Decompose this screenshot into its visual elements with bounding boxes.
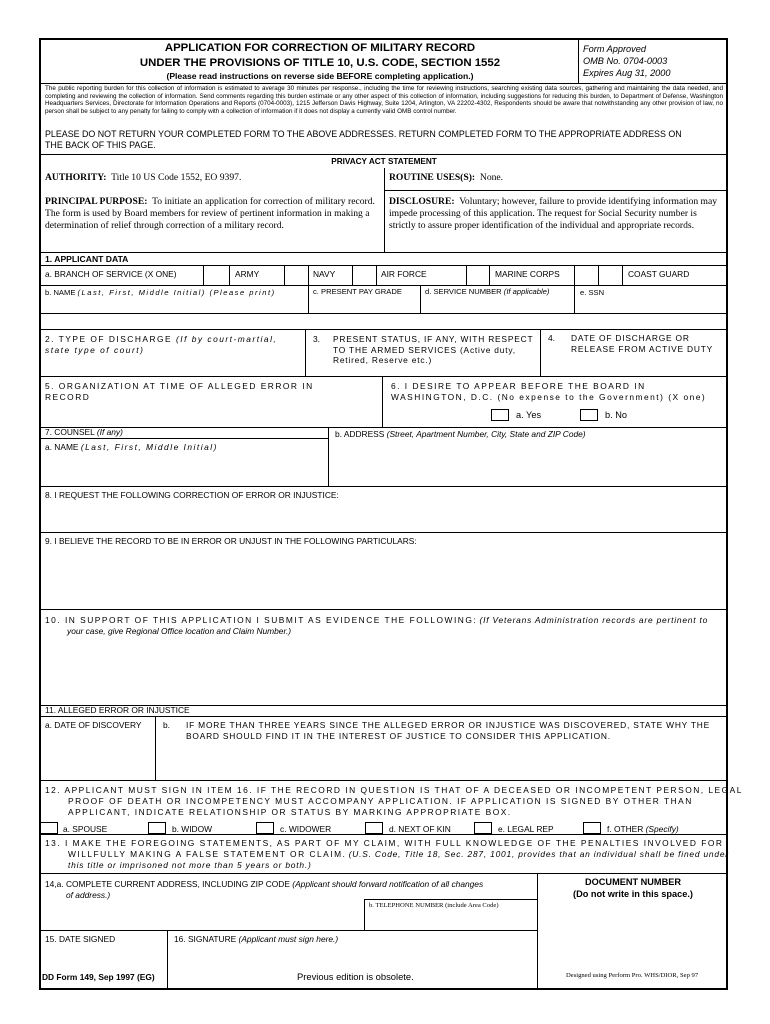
appear-yes-checkbox[interactable]: [491, 409, 509, 421]
counsel-address-label-text: b. ADDRESS: [335, 429, 385, 439]
signature-label: [174, 934, 338, 945]
omb-number-text: OMB No. 0704-0003: [583, 56, 668, 66]
disclosure-value: Voluntary; however, failure to provide identifying information may impede processing of this application. The request for Social Security number is strictly to assure proper identification of the individual and appropriate records.: [389, 196, 718, 231]
request-correction-label: 8. I REQUEST THE FOLLOWING CORRECTION OF ERROR OR INJUSTICE:: [45, 490, 339, 500]
form-number: DD Form 149, Sep 1997 (EG): [42, 972, 155, 982]
marine-corps-checkbox[interactable]: [469, 269, 488, 283]
legal-rep-checkbox[interactable]: [474, 822, 492, 834]
applicant-sign-notice-3: APPLICANT, INDICATE RELATIONSHIP OR STATUS BY MARKING APPROPRIATE BOX.: [68, 807, 512, 817]
branch-air-force: AIR FORCE: [381, 269, 427, 279]
principal-purpose-text: [45, 196, 379, 232]
service-number-label: [425, 287, 549, 296]
obsolete-notice: Previous edition is obsolete.: [297, 971, 414, 982]
organization-label: 5. ORGANIZATION AT TIME OF ALLEGED ERROR IN RECORD: [45, 381, 314, 402]
why-consider-input[interactable]: [157, 745, 726, 778]
authority-text: [45, 172, 241, 183]
date-of-discharge-number: 4.: [548, 333, 555, 343]
relationship-other: [607, 824, 679, 835]
applicant-name-input[interactable]: [42, 296, 306, 312]
routine-uses-value: None.: [479, 172, 504, 183]
counsel-address-label: [335, 429, 586, 440]
applicant-name-label-text: b. NAME: [45, 288, 76, 297]
supporting-evidence-input[interactable]: [42, 640, 726, 702]
organization-input[interactable]: [42, 402, 380, 424]
present-status-input[interactable]: [307, 364, 538, 375]
type-of-discharge-hint: (If by court-martial, state type of court): [45, 334, 278, 355]
principal-purpose-label: PRINCIPAL PURPOSE:: [45, 196, 148, 207]
branch-army: ARMY: [235, 269, 260, 279]
designed-notice: Designed using Perform Pro. WHS/DIOR, Sep 97: [566, 972, 699, 979]
applicant-name-hint: (Last, First, Middle Initial) (Please print): [77, 288, 276, 297]
alleged-error-label: 11. ALLEGED ERROR OR INJUSTICE: [45, 705, 190, 715]
current-address-hint-2: of address.): [66, 890, 111, 900]
signature-hint: (Applicant must sign here.): [238, 934, 339, 944]
branch-coast-guard: COAST GUARD: [628, 269, 690, 279]
counsel-address-hint: (Street, Apartment Number, City, State and ZIP Code): [386, 429, 586, 439]
authority-value: Title 10 US Code 1552, EO 9397.: [111, 172, 242, 183]
relationship-widower: c. WIDOWER: [280, 824, 332, 834]
branch-of-service-label: a. BRANCH OF SERVICE (X ONE): [45, 269, 177, 279]
principal-purpose-value: To initiate an application for correction of military record. The form is used by Board members for review of pertinent information in making a determination of relief through correction of a military record.: [45, 196, 375, 231]
ssn-label: e. SSN: [580, 288, 605, 297]
appear-before-board-label: 6. I DESIRE TO APPEAR BEFORE THE BOARD IN WASHINGTON, D.C. (No expense to the Government) (X one): [391, 381, 707, 402]
counsel-name-label-text: a. NAME: [45, 442, 79, 452]
applicant-sign-notice-2: PROOF OF DEATH OR INCOMPETENCY MUST ACCOMPANY APPLICATION. IF APPLICATION IS SIGNED BY OTHER THAN: [68, 796, 693, 806]
date-of-discovery-input[interactable]: [42, 736, 153, 778]
counsel-address-input[interactable]: [330, 442, 726, 484]
penalty-statement-2-text: WILLFULLY MAKING A FALSE STATEMENT OR CLAIM.: [68, 849, 347, 859]
relationship-legal-rep: e. LEGAL REP: [498, 824, 554, 834]
present-status-number: 3.: [313, 334, 320, 344]
army-checkbox[interactable]: [206, 269, 228, 283]
authority-label: AUTHORITY:: [45, 172, 107, 183]
branch-navy: NAVY: [313, 269, 336, 279]
counsel-name-input[interactable]: [42, 456, 326, 484]
penalty-statement-2-hint: (U.S. Code, Title 18, Sec. 287, 1001, provides that an individual shall be fined under: [348, 849, 729, 859]
form-title-line3: (Please read instructions on reverse side BEFORE completing application.): [166, 71, 474, 81]
appear-no-label: b. No: [605, 410, 627, 420]
header-divider: [578, 39, 579, 83]
supporting-evidence-label: [45, 615, 725, 626]
counsel-hint: (If any): [96, 427, 123, 437]
penalty-statement-3: this title or imprisoned not more than 5 years or both.): [68, 860, 312, 870]
routine-uses-label: ROUTINE USES(S):: [389, 172, 476, 183]
navy-checkbox[interactable]: [287, 269, 307, 283]
air-force-checkbox[interactable]: [355, 269, 375, 283]
expiration-text: Expires Aug 31, 2000: [583, 68, 671, 78]
counsel-name-hint: (Last, First, Middle Initial): [80, 442, 218, 452]
return-notice: PLEASE DO NOT RETURN YOUR COMPLETED FORM TO THE ABOVE ADDRESSES. RETURN COMPLETED FORM TO THE APPROPRIATE ADDRESS ON THE BACK OF THIS PAGE.: [45, 129, 682, 150]
widower-checkbox[interactable]: [256, 822, 274, 834]
widow-checkbox[interactable]: [148, 822, 166, 834]
relationship-other-hint: (Specify): [645, 824, 679, 834]
request-correction-input[interactable]: [42, 502, 726, 530]
pay-grade-input[interactable]: [310, 296, 418, 312]
routine-uses-text: [389, 172, 503, 183]
relationship-other-text: f. OTHER: [607, 824, 644, 834]
privacy-act-heading: PRIVACY ACT STATEMENT: [331, 157, 437, 166]
supporting-evidence-hint-2: your case, give Regional Office location and Claim Number.): [67, 626, 292, 636]
service-number-hint: (If applicable): [503, 287, 550, 296]
relationship-spouse: a. SPOUSE: [63, 824, 108, 834]
applicant-sign-notice-1: 12. APPLICANT MUST SIGN IN ITEM 16. IF THE RECORD IN QUESTION IS THAT OF A DECEASED OR INCOMPETENT PERSON, LEGAL: [45, 785, 743, 795]
supporting-evidence-hint-1: (If Veterans Administration records are pertinent to: [479, 615, 709, 625]
branch-marine-corps: MARINE CORPS: [495, 269, 560, 279]
burden-statement: The public reporting burden for this collection of information is estimated to average 30 minutes per response., including the time for reviewing instructions, searching existing data sources, gathering and maintaining the data needed, and completing and reviewing the collection of information. Send comments regarding this burden estimate or any other aspect of this collection of information, including suggestions for reducing this burden, to Department of Defense, Washington Headquarters Services, Directorate for Information Operations and Reports (0704-0003), 1215 Jefferson Davis Highway, Suite 1204, Arlington, VA 22202-4302, Respondents should be aware that notwithstanding any other provision of law, no person shall be subject to any penalty for failing to comply with a collection of information if it does not display a currently valid OMB control number.: [45, 85, 723, 115]
spouse-checkbox[interactable]: [40, 822, 58, 834]
signature-label-text: 16. SIGNATURE: [174, 934, 237, 944]
service-number-label-text: d. SERVICE NUMBER: [425, 287, 502, 296]
type-of-discharge-label-text: 2. TYPE OF DISCHARGE: [45, 334, 173, 344]
ssn-input[interactable]: [576, 298, 726, 312]
applicant-data-heading: 1. APPLICANT DATA: [45, 254, 129, 264]
discharge-date-input[interactable]: [542, 356, 726, 374]
counsel-name-label: [45, 442, 218, 453]
appear-no-checkbox[interactable]: [580, 409, 598, 421]
why-consider-label-1: IF MORE THAN THREE YEARS SINCE THE ALLEGED ERROR OR INJUSTICE WAS DISCOVERED, STATE WHY THE: [186, 720, 711, 730]
telephone-input[interactable]: [366, 912, 535, 928]
relationship-next-of-kin: d. NEXT OF KIN: [389, 824, 451, 834]
counsel-label: [45, 427, 123, 438]
current-address-hint-1: (Applicant should forward notification of all changes: [292, 879, 484, 889]
current-address-label-text: 14,a. COMPLETE CURRENT ADDRESS, INCLUDING ZIP CODE: [45, 879, 290, 889]
next-of-kin-checkbox[interactable]: [365, 822, 383, 834]
penalty-statement-1: 13. I MAKE THE FOREGOING STATEMENTS, AS PART OF MY CLAIM, WITH FULL KNOWLEDGE OF THE PENALTIES INVOLVED FOR: [45, 838, 724, 848]
form-approved-text: Form Approved: [583, 44, 646, 54]
supporting-evidence-label-text: 10. IN SUPPORT OF THIS APPLICATION I SUBMIT AS EVIDENCE THE FOLLOWING:: [45, 615, 478, 625]
counsel-label-text: 7. COUNSEL: [45, 427, 95, 437]
disclosure-label: DISCLOSURE:: [389, 196, 455, 207]
present-status-label: PRESENT STATUS, IF ANY, WITH RESPECT TO THE ARMED SERVICES (Active duty, Retired, Reserve etc.): [333, 334, 534, 365]
form-title-line1: APPLICATION FOR CORRECTION OF MILITARY RECORD: [164, 42, 476, 54]
disclosure-text: [389, 196, 723, 232]
record-error-label: 9. I BELIEVE THE RECORD TO BE IN ERROR OR UNJUST IN THE FOLLOWING PARTICULARS:: [45, 536, 417, 546]
date-of-discovery-label: a. DATE OF DISCOVERY: [45, 720, 142, 730]
why-consider-label-2: BOARD SHOULD FIND IT IN THE INTEREST OF JUSTICE TO CONSIDER THIS APPLICATION.: [186, 731, 611, 741]
current-address-input[interactable]: [42, 900, 362, 928]
appear-yes-label: a. Yes: [516, 410, 542, 420]
form-title-line2: UNDER THE PROVISIONS OF TITLE 10, U.S. CODE, SECTION 1552: [139, 57, 501, 69]
type-of-discharge-label: [45, 334, 301, 355]
penalty-statement-2: [68, 849, 728, 860]
date-of-discharge-label: DATE OF DISCHARGE OR RELEASE FROM ACTIVE DUTY: [571, 333, 714, 354]
present-pay-grade-label: c. PRESENT PAY GRADE: [313, 287, 402, 296]
current-address-label: [45, 879, 535, 890]
discharge-type-input[interactable]: [42, 356, 303, 374]
date-signed-label: 15. DATE SIGNED: [45, 934, 116, 944]
document-number-title: DOCUMENT NUMBER: [585, 877, 681, 887]
telephone-label: b. TELEPHONE NUMBER (include Area Code): [369, 902, 499, 909]
record-error-input[interactable]: [42, 548, 726, 606]
relationship-widow: b. WIDOW: [172, 824, 213, 834]
document-number-subtitle: (Do not write in this space.): [573, 889, 693, 899]
why-consider-number: b.: [163, 720, 170, 730]
coast-guard-checkbox[interactable]: [601, 269, 621, 283]
service-number-input[interactable]: [422, 296, 572, 312]
other-checkbox[interactable]: [583, 822, 601, 834]
